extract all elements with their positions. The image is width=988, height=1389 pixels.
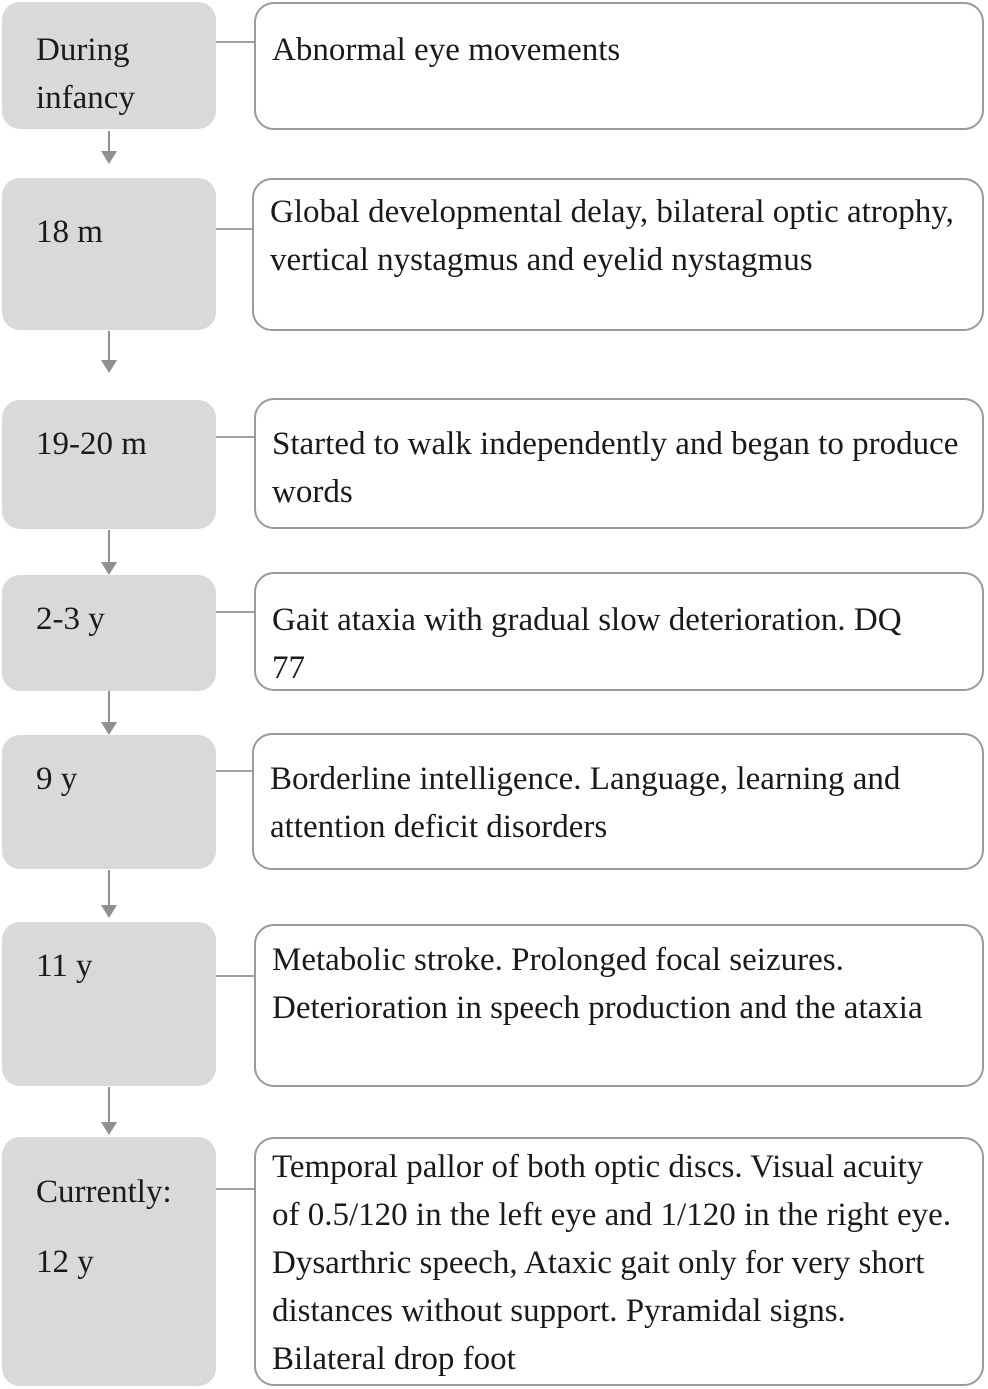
- connector-line: [216, 436, 254, 438]
- arrow-down-icon: [101, 530, 117, 575]
- time-label-line: Currently:: [36, 1174, 172, 1210]
- arrow-down-icon: [101, 691, 117, 735]
- arrow-down-icon: [101, 131, 117, 164]
- event-box-infancy: [254, 2, 984, 130]
- time-box-currently: [2, 1137, 216, 1386]
- connector-line: [216, 1188, 254, 1190]
- time-label-line: 9 y: [36, 761, 78, 797]
- connector-line: [216, 611, 254, 613]
- time-box-18m: [2, 178, 216, 330]
- connector-line: [216, 975, 254, 977]
- event-box-2-3y: [254, 572, 984, 691]
- connector-line: [216, 770, 254, 772]
- time-box-2-3y: [2, 575, 216, 691]
- event-text: Temporal pallor of both optic discs. Visual acuity of 0.5/120 in the left eye and 1/120 in the right eye. Dysarthric speech, Ataxic gait only for very short distances without support. Pyramidal signs. Bilateral drop foot: [272, 1149, 952, 1377]
- time-label-line: 18 m: [36, 214, 103, 250]
- time-box-11y: [2, 922, 216, 1086]
- time-box-9y: [2, 735, 216, 869]
- event-text: Abnormal eye movements: [272, 32, 621, 68]
- time-label-line: 19-20 m: [36, 426, 147, 462]
- event-box-18m: [252, 178, 984, 331]
- event-text: Started to walk independently and began to produce words: [272, 426, 959, 510]
- connector-line: [216, 228, 254, 230]
- arrow-down-icon: [101, 331, 117, 373]
- event-box-19-20m: [254, 398, 984, 529]
- arrow-down-icon: [101, 870, 117, 918]
- event-box-currently: [254, 1137, 984, 1386]
- event-text: Metabolic stroke. Prolonged focal seizures. Deterioration in speech production and the ataxia: [272, 942, 923, 1026]
- time-label-line: 11 y: [36, 948, 93, 984]
- time-label-line: infancy: [36, 80, 135, 116]
- arrow-down-icon: [101, 1087, 117, 1135]
- event-text: Global developmental delay, bilateral optic atrophy, vertical nystagmus and eyelid nystagmus: [270, 194, 954, 278]
- event-box-11y: [254, 924, 984, 1087]
- connector-line: [216, 41, 254, 43]
- time-box-infancy: [2, 2, 216, 129]
- event-text: Borderline intelligence. Language, learning and attention deficit disorders: [270, 761, 901, 845]
- time-label-line: 2-3 y: [36, 601, 105, 637]
- time-box-19-20m: [2, 400, 216, 529]
- event-box-9y: [252, 733, 984, 870]
- event-text: Gait ataxia with gradual slow deterioration. DQ 77: [272, 602, 902, 686]
- time-label-line: During: [36, 32, 130, 68]
- time-label-line: 12 y: [36, 1244, 94, 1280]
